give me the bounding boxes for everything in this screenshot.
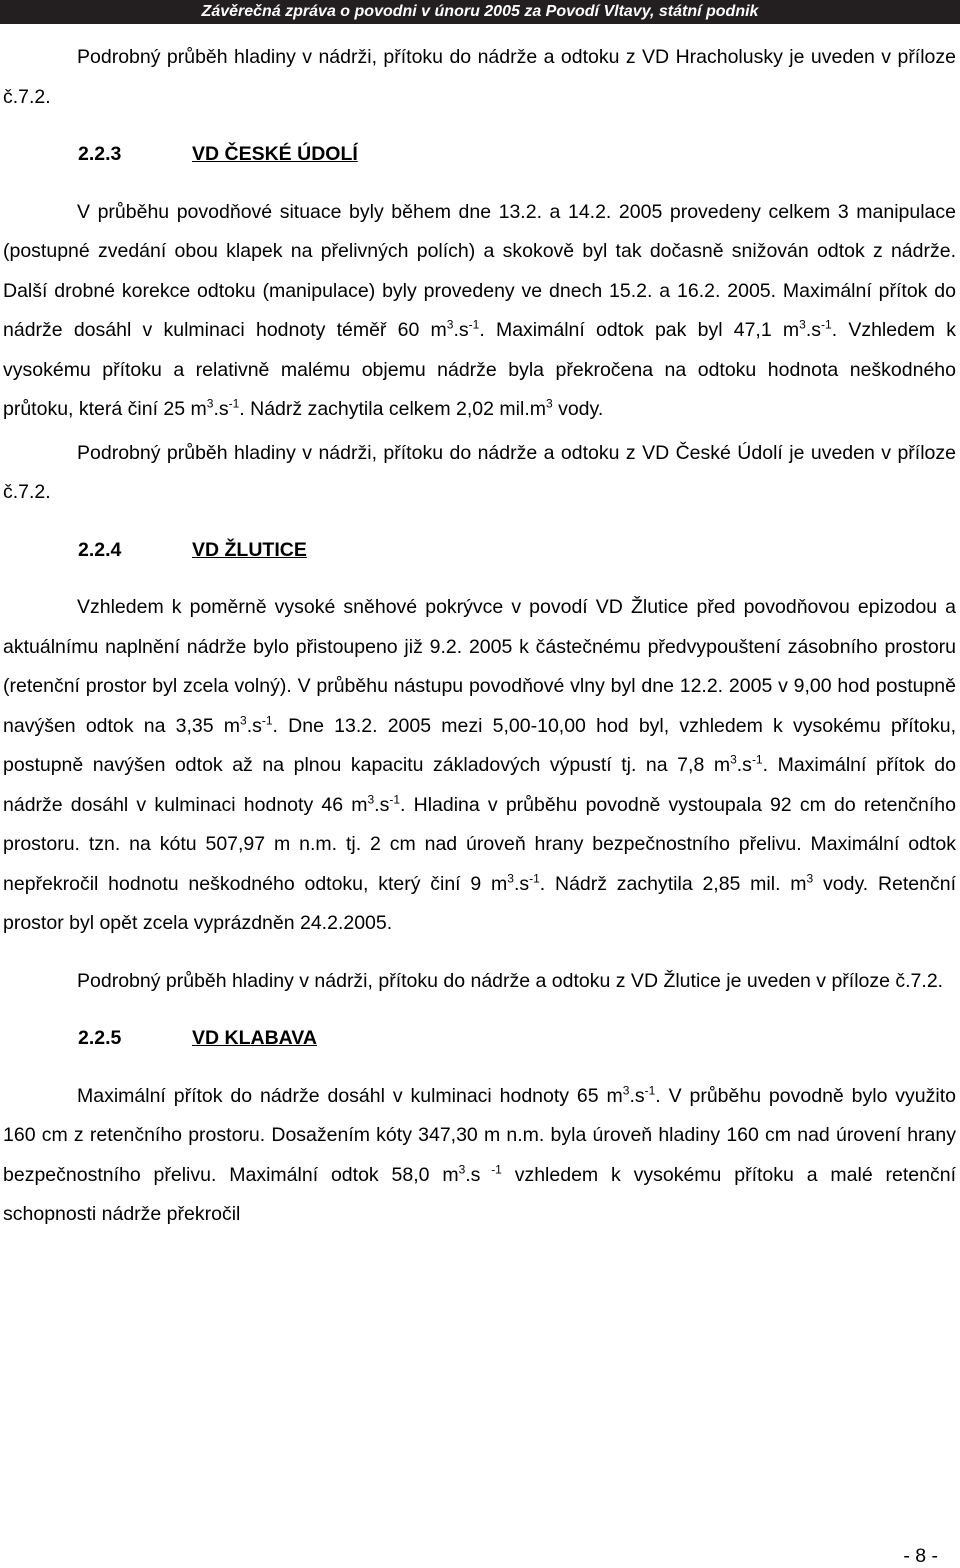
paragraph-ceske-udoli-reference: Podrobný průběh hladiny v nádrži, přítoku do nádrže a odtoku z VD České Údolí je uveden v příloze č.7.2. bbox=[3, 441, 956, 503]
page-body bbox=[0, 38, 960, 1235]
section-title: VD ŽLUTICE bbox=[192, 538, 307, 561]
document-header: Závěrečná zpráva o povodni v únoru 2005 za Povodí Vltavy, státní podnik bbox=[0, 0, 960, 24]
paragraph-klabava: Maximální přítok do nádrže dosáhl v kulminaci hodnoty 65 $m^3.s^{-1}$. V průběhu povodně bylo využito 160 cm z retenčního prostoru. Dosažením kóty 347,30 m n.m. byla úroveň hladiny 160 cm nad úrovení hrany bezpečnostního přelivu. Maximální odtok 58,0 $m^3.s$ $^{-1}$ vzhledem k vysokému přítoku a malé retenční schopnosti nádrže překročil bbox=[3, 1083, 956, 1225]
section-number: 2.2.5 bbox=[78, 1027, 122, 1049]
section-heading-2-2-4 bbox=[0, 531, 960, 571]
paragraph-zlutice: Vzhledem k poměrně vysoké sněhové pokrývce v povodí VD Žlutice před povodňovou epizodou a aktuálnímu naplnění nádrže bylo přistoupeno již 9.2. 2005 k částečnému předvypouštení zásobního prostoru (retenční prostor byl zcela volný). V průběhu nástupu povodňové vlny byl dne 12.2. 2005 v 9,00 hod postupně navýšen odtok na 3,35 $m^3.s^{-1}$. Dne 13.2. 2005 mezi 5,00-10,00 hod byl, vzhledem k vysokému přítoku, postupně navýšen odtok až na plnou kapacitu základových výpustí tj. na 7,8 $m^3.s^{-1}$. Maximální přítok do nádrže dosáhl v kulminaci hodnoty 46 $m^3.s^{-1}$. Hladina v průběhu povodně vystoupala 92 cm do retenčního prostoru. tzn. na kótu 507,97 m n.m. tj. 2 cm nad úroveň hrany bezpečnostního přelivu. Maximální odtok nepřekročil hodnotu neškodného odtoku, který činí 9 $m^3.s^{-1}$. Nádrž zachytila 2,85 mil. $m^3$ vody. Retenční prostor byl opět zcela vyprázdněn 24.2.2005. bbox=[3, 596, 956, 934]
paragraph-hracholusky-reference: Podrobný průběh hladiny v nádrži, přítoku do nádrže a odtoku z VD Hracholusky je uveden v příloze č.7.2. bbox=[3, 46, 956, 108]
paragraph-ceske-udoli: V průběhu povodňové situace byly během dne 13.2. a 14.2. 2005 provedeny celkem 3 manipulace (postupné zvedání obou klapek na přelivných polích) a skokově byl tak dočasně snižován odtok z nádrže. Další drobné korekce odtoku (manipulace) byly provedeny ve dnech 15.2. a 16.2. 2005. Maximální přítok do nádrže dosáhl v kulminaci hodnoty téměř 60 $m^3.s^{-1}$. Maximální odtok pak byl 47,1 $m^3.s^{-1}$. Vzhledem k vysokému přítoku a relativně malému objemu nádrže byla překročena na odtoku hodnota neškodného průtoku, která činí 25 $m^3.s^{-1}$. Nádrž zachytila celkem 2,02 $mil.m^3$ vody. bbox=[3, 200, 956, 420]
section-heading-2-2-3 bbox=[0, 135, 960, 175]
section-title: VD KLABAVA bbox=[192, 1027, 317, 1049]
section-heading-2-2-5 bbox=[0, 1019, 960, 1059]
section-title: VD ČESKÉ ÚDOLÍ bbox=[192, 143, 358, 165]
section-number: 2.2.3 bbox=[78, 143, 122, 165]
paragraph-zlutice-reference: Podrobný průběh hladiny v nádrži, přítoku do nádrže a odtoku z VD Žlutice je uveden v příloze č.7.2. bbox=[77, 969, 944, 992]
page-number: - 8 - bbox=[903, 1545, 938, 1567]
section-number: 2.2.4 bbox=[78, 538, 122, 561]
